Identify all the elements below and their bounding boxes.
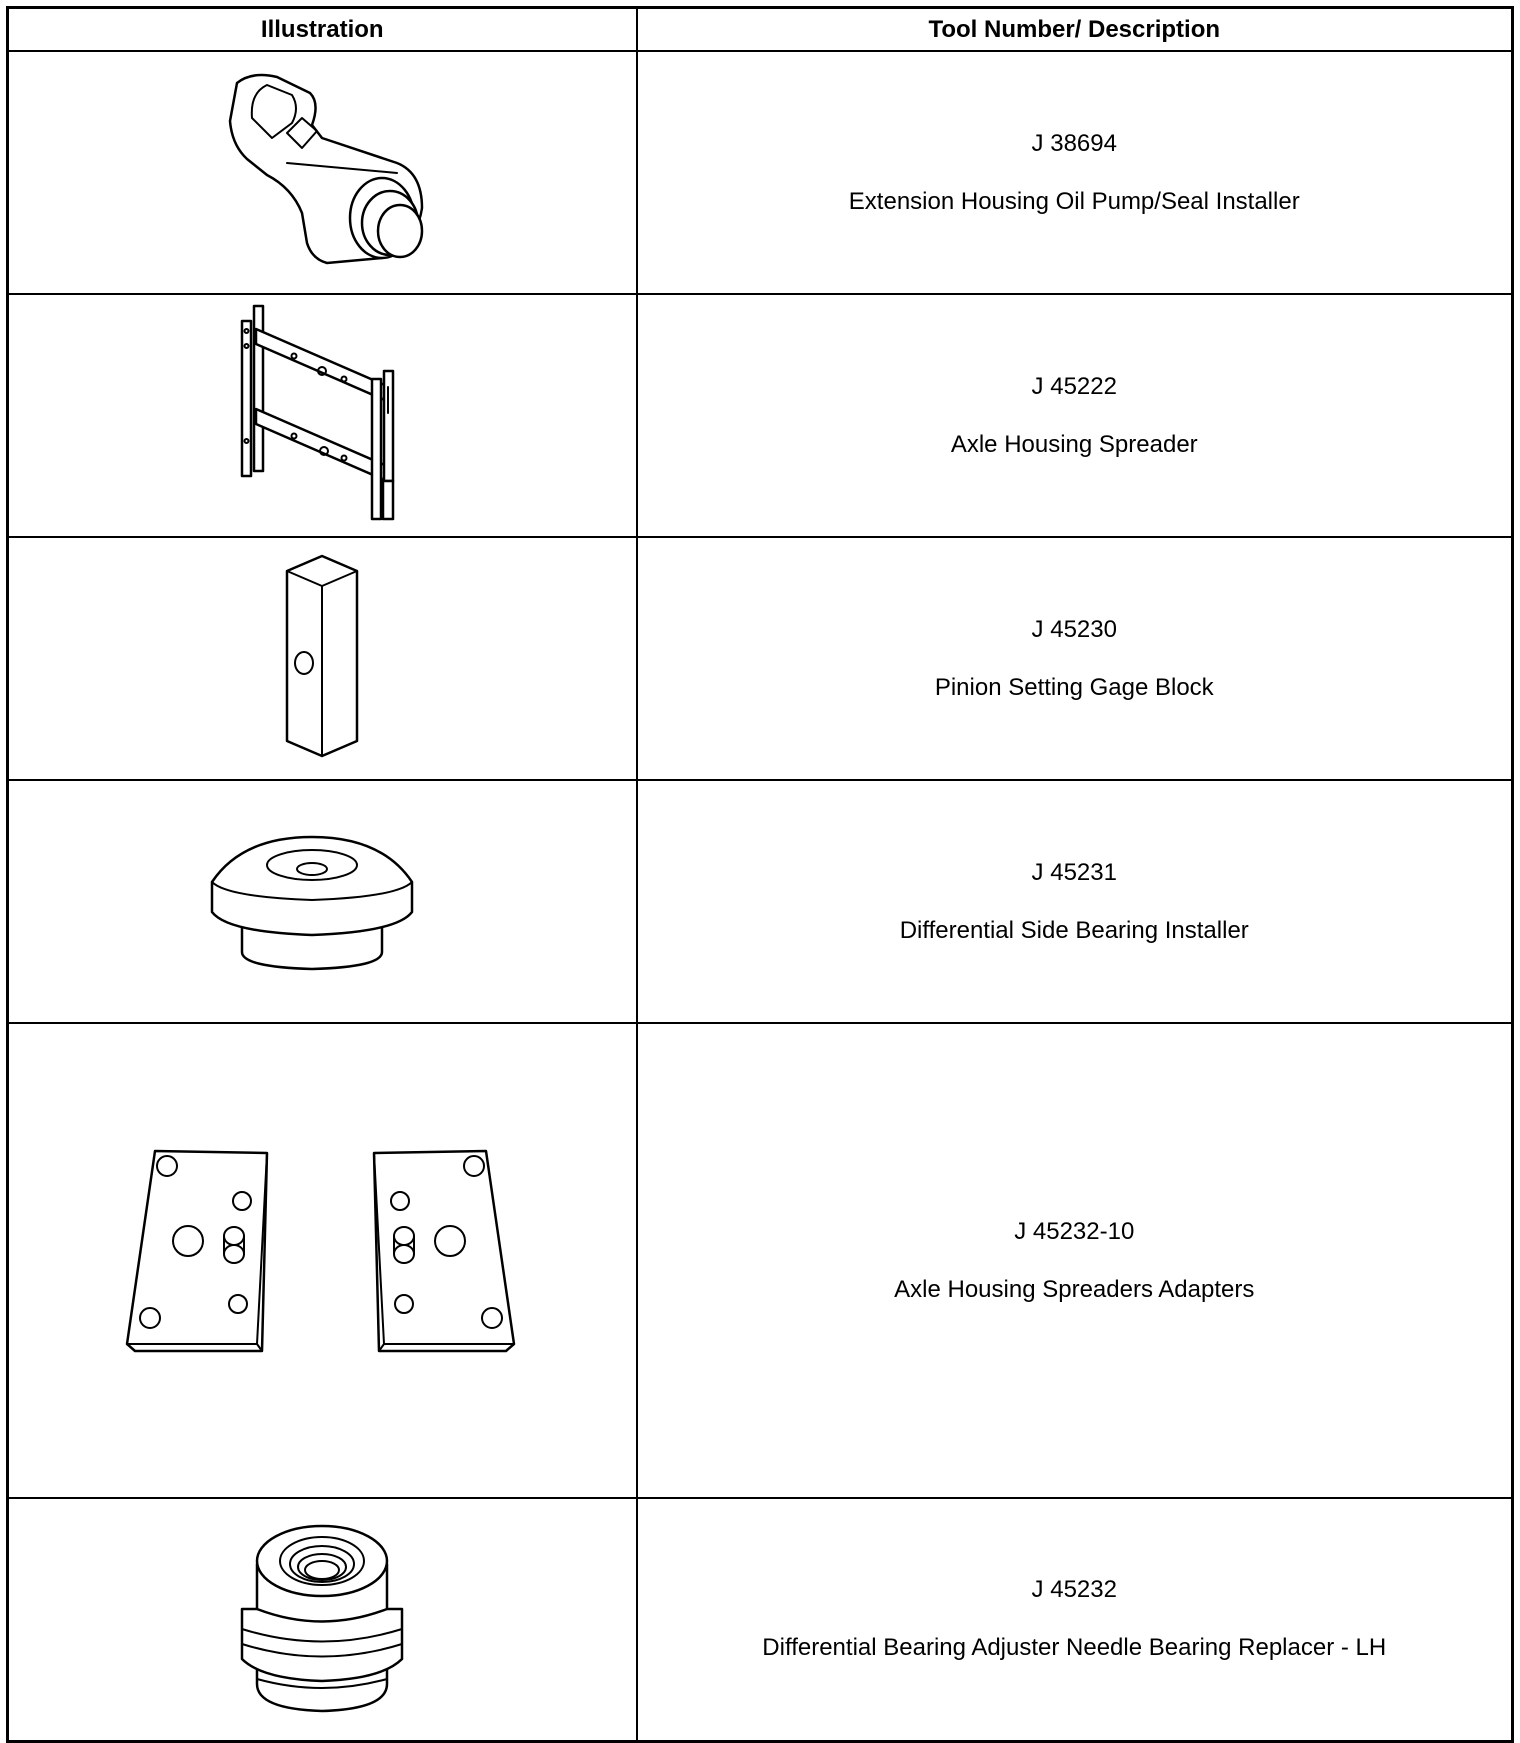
table-row [8,294,1513,537]
illustration-cell [8,780,637,1023]
spreader-adapters-illustration [122,1146,522,1376]
tool-description-cell [637,51,1513,294]
tool-description: Differential Bearing Adjuster Needle Bearing Replacer - LH [762,1634,1387,1662]
tool-description-cell [637,1498,1513,1741]
illustration-cell [8,1498,637,1741]
table-header-row [8,8,1513,52]
tool-number: J 38694 [1031,129,1117,157]
tool-number: J 45230 [1031,615,1117,643]
table-row [8,1023,1513,1498]
tool-description: Extension Housing Oil Pump/Seal Installer [848,187,1300,215]
tool-description-cell [637,780,1513,1023]
tool-description: Differential Side Bearing Installer [899,916,1249,944]
tool-description: Axle Housing Spreaders Adapters [894,1275,1255,1303]
tool-description-cell [637,537,1513,780]
illustration-cell [8,294,637,537]
tool-number: J 45231 [1031,858,1117,886]
needle-bearing-replacer-illustration [232,1519,412,1719]
table-row [8,1498,1513,1741]
special-tools-table [6,6,1514,1743]
tool-description: Pinion Setting Gage Block [934,673,1214,701]
tool-description: Axle Housing Spreader [950,430,1198,458]
tool-description-cell [637,1023,1513,1498]
side-bearing-installer-illustration [207,827,437,977]
oil-pump-seal-installer-illustration [192,63,452,283]
illustration-cell [8,537,637,780]
table-row [8,780,1513,1023]
tool-number: J 45222 [1031,372,1117,400]
axle-housing-spreader-illustration [232,301,412,531]
description-column-header: Tool Number/ Description [637,8,1513,52]
table-row [8,51,1513,294]
illustration-cell [8,51,637,294]
illustration-cell [8,1023,637,1498]
gage-block-illustration [272,551,372,766]
tool-number: J 45232 [1031,1576,1117,1604]
table-row [8,537,1513,780]
tool-description-cell [637,294,1513,537]
tool-number: J 45232-10 [1014,1217,1135,1245]
illustration-column-header: Illustration [8,8,637,52]
